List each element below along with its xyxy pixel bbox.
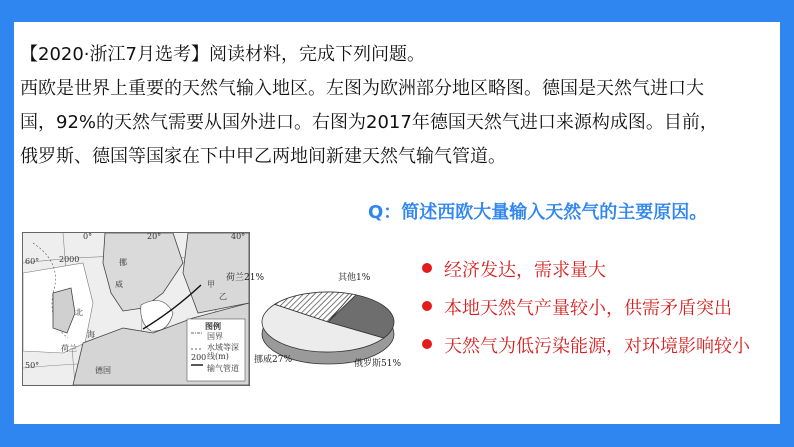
place-label: 甲 — [207, 280, 215, 289]
legend-item: 输气管道 — [207, 364, 239, 373]
bullet-dot-icon — [422, 301, 432, 311]
lon-label: 0° — [83, 232, 93, 241]
pie-data-label: 荷兰21% — [226, 273, 265, 283]
answer-text: 经济发达，需求量大 — [444, 260, 606, 281]
bullet-dot-icon — [422, 263, 432, 273]
place-label: 荷兰 — [61, 344, 77, 353]
legend-title: 图例 — [205, 321, 221, 331]
place-label: 北 — [75, 308, 83, 317]
left-frame-band — [0, 22, 14, 447]
answer-text: 天然气为低污染能源，对环境影响较小 — [444, 336, 750, 357]
pie-data-label: 其他1% — [338, 273, 371, 283]
pie-data-label: 挪威27% — [254, 355, 293, 365]
place-label: 德国 — [95, 366, 111, 375]
place-label: 海 — [87, 330, 95, 339]
pie-data-label: 俄罗斯51% — [354, 359, 402, 369]
material-line: 西欧是世界上重要的天然气输入地区。左图为欧洲部分地区略图。德国是天然气进口大 — [20, 78, 704, 99]
material-line: 俄罗斯、德国等国家在下中甲乙两地间新建天然气输气管道。 — [20, 146, 506, 167]
legend-item: 水域等深线(m) — [207, 343, 239, 361]
answer-text: 本地天然气产量较小，供需矛盾突出 — [444, 298, 732, 319]
place-label: 乙 — [219, 292, 227, 301]
question-prompt: Q：简述西欧大量输入天然气的主要原因。 — [368, 202, 708, 223]
place-label: 挪 — [119, 258, 127, 267]
contour-label: 200 — [191, 353, 207, 362]
question-title: 【2020·浙江7月选考】阅读材料，完成下列问题。 — [20, 44, 425, 65]
lat-label: 60° — [25, 257, 40, 266]
material-line: 国，92%的天然气需要从国外进口。右图为2017年德国天然气进口来源构成图。目前， — [20, 112, 718, 133]
bottom-frame-band — [0, 424, 794, 447]
gas-import-pie-chart — [226, 262, 420, 382]
lat-label: 50° — [25, 361, 40, 370]
right-frame-band — [780, 22, 794, 447]
europe-map — [22, 232, 250, 386]
lon-label: 20° — [147, 232, 162, 241]
legend-item: 国界 — [207, 332, 223, 341]
lon-label: 40° — [231, 232, 246, 241]
place-label: 威 — [115, 280, 123, 289]
contour-label: 2000 — [59, 255, 80, 264]
bullet-dot-icon — [422, 339, 432, 349]
material-text — [20, 72, 780, 174]
